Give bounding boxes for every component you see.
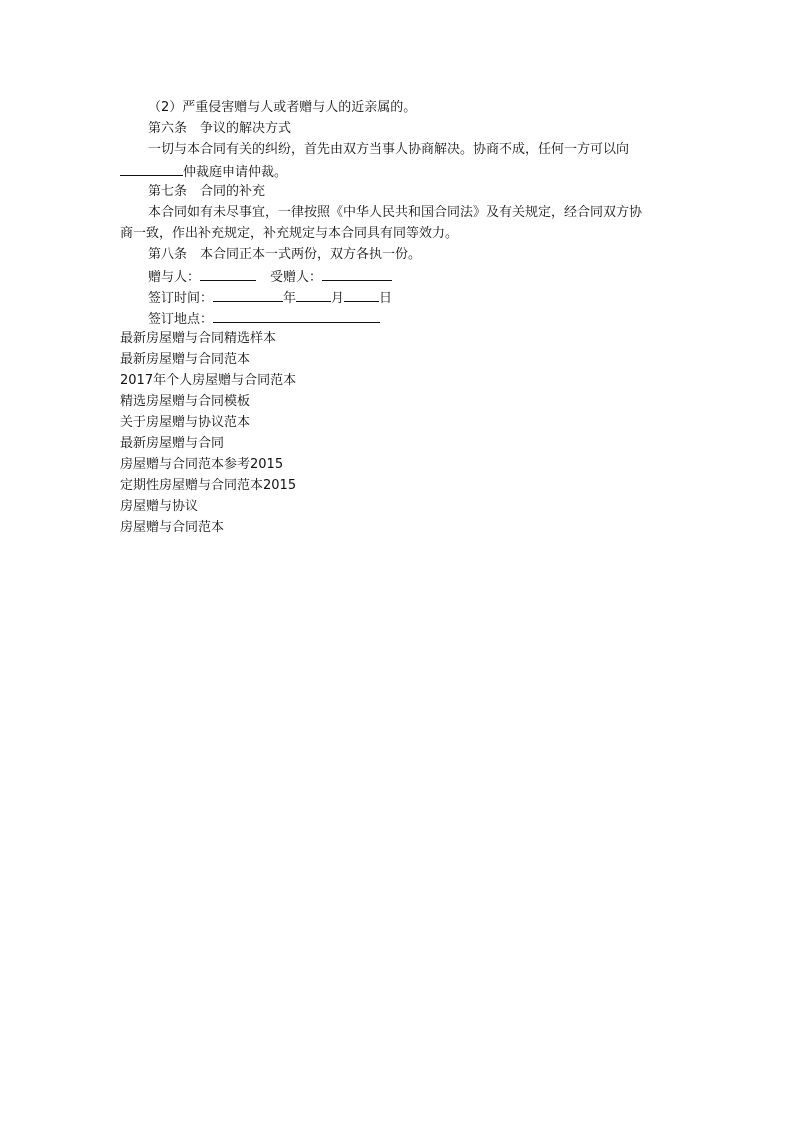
article-8-text: 第八条 本合同正本一式两份，双方各执一份。 [148, 247, 422, 262]
donor-label: 赠与人： [148, 270, 201, 285]
related-link[interactable]: 2017年个人房屋赠与合同范本 [120, 373, 297, 388]
arbitration-blank[interactable] [120, 160, 183, 176]
article-7-text-line-2: 商一致，作出补充规定，补充规定与本合同具有同等效力。 [120, 226, 459, 241]
day-blank[interactable] [344, 286, 379, 302]
article-6-text-line-1: 一切与本合同有关的纠纷，首先由双方当事人协商解决。协商不成，任何一方可以向 [148, 142, 630, 157]
related-link[interactable]: 精选房屋赠与合同模板 [120, 394, 251, 409]
year-label: 年 [283, 291, 297, 306]
article-7-text-line-1: 本合同如有未尽事宜，一律按照《中华人民共和国合同法》及有关规定，经合同双方协 [148, 205, 643, 220]
clause-5-item-2: （2）严重侵害赠与人或者赠与人的近亲属的。 [148, 100, 417, 115]
article-7-heading: 第七条 合同的补充 [148, 184, 266, 199]
article-6-text-tail: 仲裁庭申请仲裁。 [183, 165, 288, 180]
related-link[interactable]: 最新房屋赠与合同 [120, 436, 225, 451]
signatories-line [148, 265, 392, 286]
sign-place-blank[interactable] [213, 307, 380, 323]
day-label: 日 [379, 291, 393, 306]
sign-time-label: 签订时间： [148, 291, 214, 306]
related-link[interactable]: 关于房屋赠与协议范本 [120, 415, 251, 430]
sign-place-line [148, 307, 380, 328]
related-link[interactable]: 房屋赠与协议 [120, 499, 199, 514]
month-label: 月 [331, 291, 345, 306]
year-blank[interactable] [213, 286, 283, 302]
month-blank[interactable] [296, 286, 331, 302]
article-6-heading: 第六条 争议的解决方式 [148, 121, 292, 136]
related-link[interactable]: 房屋赠与合同范本参考2015 [120, 457, 284, 472]
donee-blank[interactable] [322, 265, 392, 281]
sign-time-line [148, 286, 392, 307]
related-link[interactable]: 最新房屋赠与合同范本 [120, 352, 251, 367]
related-link[interactable]: 定期性房屋赠与合同范本2015 [120, 478, 297, 493]
donee-label: 受赠人： [270, 270, 323, 285]
related-link[interactable]: 房屋赠与合同范本 [120, 520, 225, 535]
sign-place-label: 签订地点： [148, 312, 214, 327]
related-link[interactable]: 最新房屋赠与合同精选样本 [120, 331, 277, 346]
donor-blank[interactable] [200, 265, 256, 281]
article-6-text-line-2 [120, 160, 287, 181]
